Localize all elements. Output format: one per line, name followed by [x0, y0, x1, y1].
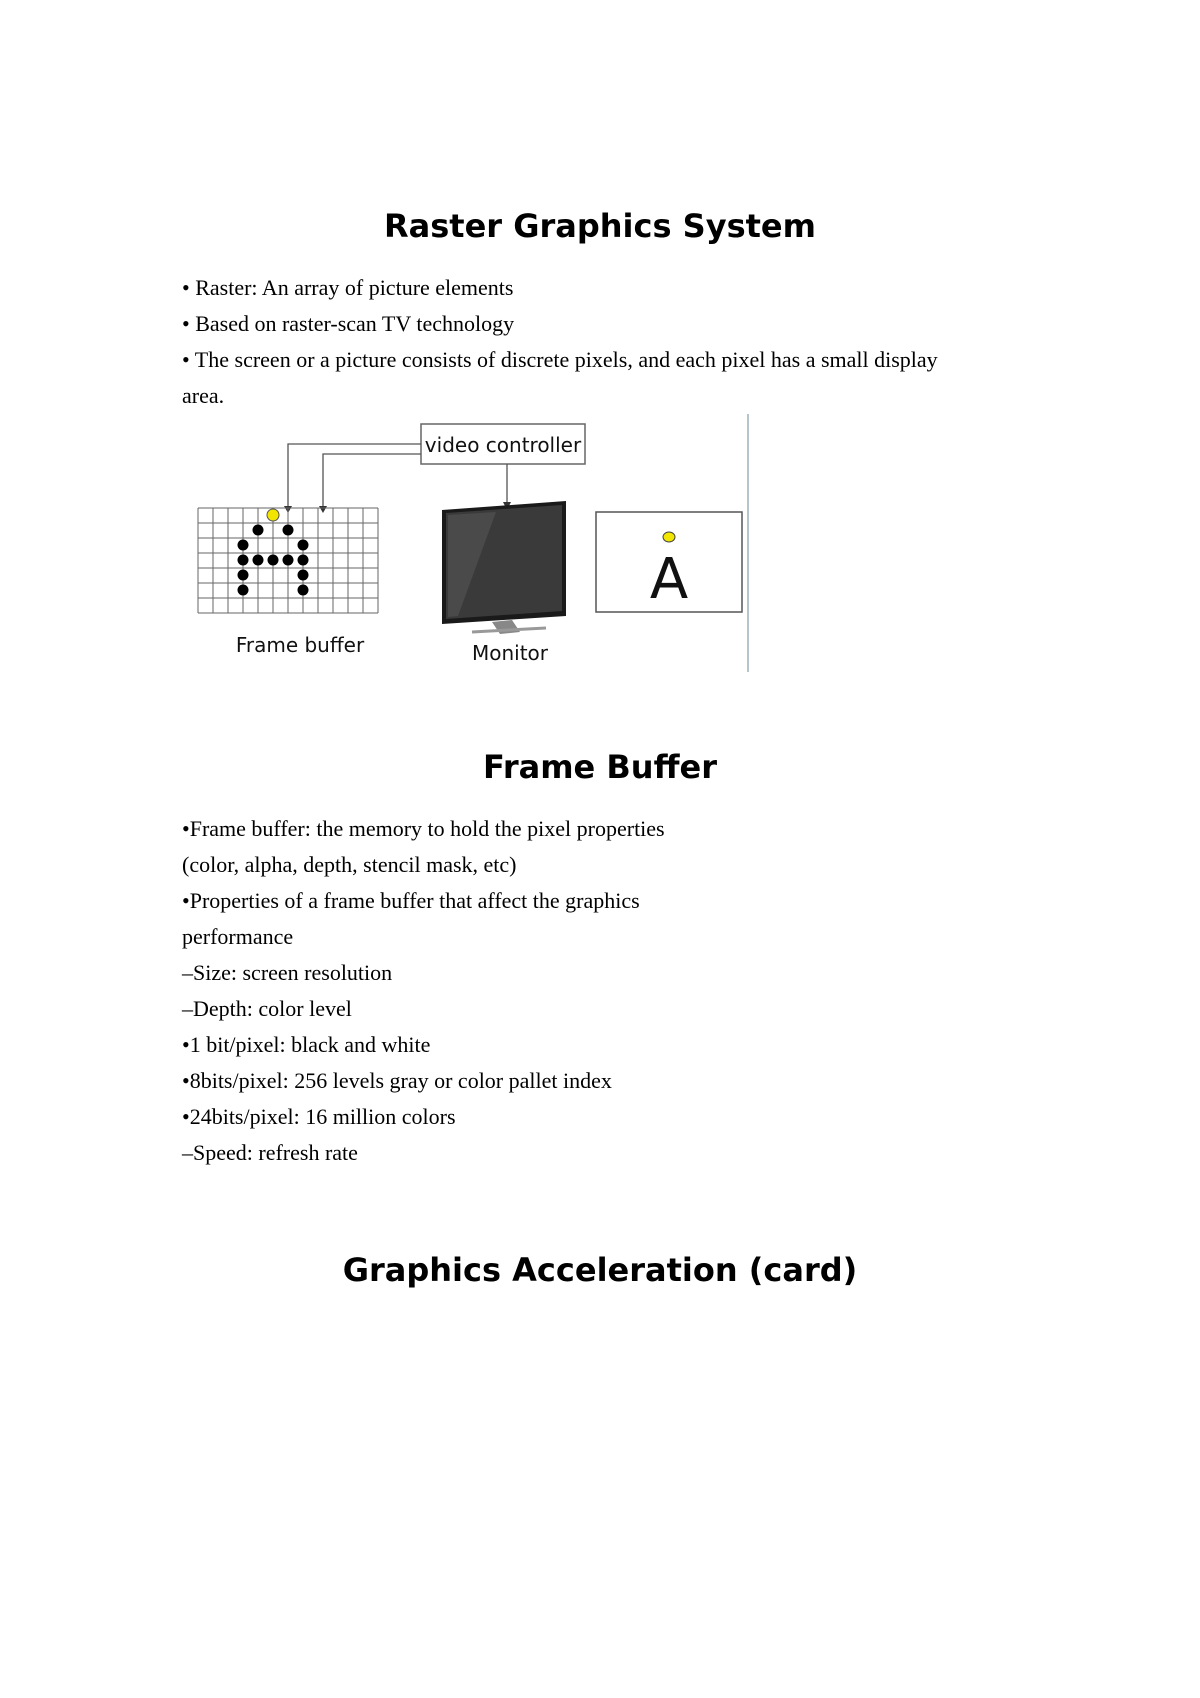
- arrowhead-2-icon: [319, 506, 327, 513]
- raster-system-diagram-svg: [196, 410, 756, 672]
- frame-buffer-line-10: –Speed: refresh rate: [182, 1140, 358, 1165]
- lit-pixel: [298, 555, 309, 566]
- frame-buffer-line-9: •24bits/pixel: 16 million colors: [182, 1104, 456, 1129]
- lit-pixel: [283, 555, 294, 566]
- video-controller-label: video controller: [424, 433, 582, 457]
- frame-buffer-line-4: performance: [182, 924, 294, 949]
- raster-system-diagram: [196, 410, 756, 672]
- controller-to-buffer-line-2: [323, 454, 421, 506]
- frame-buffer-line-6: –Depth: color level: [182, 996, 352, 1021]
- lit-pixel: [238, 555, 249, 566]
- frame-buffer-label: Frame buffer: [235, 633, 365, 657]
- lit-pixel: [283, 525, 294, 536]
- monitor-label: Monitor: [471, 641, 549, 665]
- lit-pixel: [238, 540, 249, 551]
- lit-pixel: [298, 585, 309, 596]
- display-glyph: A: [649, 547, 689, 612]
- bullet-discrete-pixels-continued: area.: [182, 383, 225, 408]
- section-title-frame-buffer: Frame Buffer: [483, 748, 717, 786]
- frame-buffer-line-8: •8bits/pixel: 256 levels gray or color pallet index: [182, 1068, 612, 1093]
- highlight-pixel: [267, 509, 279, 521]
- lit-pixel: [253, 525, 264, 536]
- monitor-icon: [442, 501, 566, 634]
- frame-buffer-line-7: •1 bit/pixel: black and white: [182, 1032, 431, 1057]
- section-title-raster-graphics-system: Raster Graphics System: [384, 207, 816, 245]
- lit-pixel: [298, 540, 309, 551]
- bullet-raster-definition: • Raster: An array of picture elements: [182, 275, 514, 300]
- lit-pixel: [253, 555, 264, 566]
- lit-pixel: [298, 570, 309, 581]
- bullet-raster-scan-tv: • Based on raster-scan TV technology: [182, 311, 515, 336]
- frame-buffer-line-3: •Properties of a frame buffer that affect the graphics: [182, 888, 640, 913]
- display-highlight-pixel: [663, 532, 675, 542]
- lit-pixel: [238, 570, 249, 581]
- frame-buffer-line-2: (color, alpha, depth, stencil mask, etc): [182, 852, 517, 877]
- lit-pixel: [238, 585, 249, 596]
- lit-pixel: [268, 555, 279, 566]
- section-title-graphics-acceleration: Graphics Acceleration (card): [342, 1251, 858, 1289]
- bullet-discrete-pixels: • The screen or a picture consists of discrete pixels, and each pixel has a small display: [182, 347, 938, 372]
- frame-buffer-line-1: •Frame buffer: the memory to hold the pixel properties: [182, 816, 665, 841]
- frame-buffer-line-5: –Size: screen resolution: [182, 960, 393, 985]
- controller-to-buffer-line-1: [288, 444, 421, 506]
